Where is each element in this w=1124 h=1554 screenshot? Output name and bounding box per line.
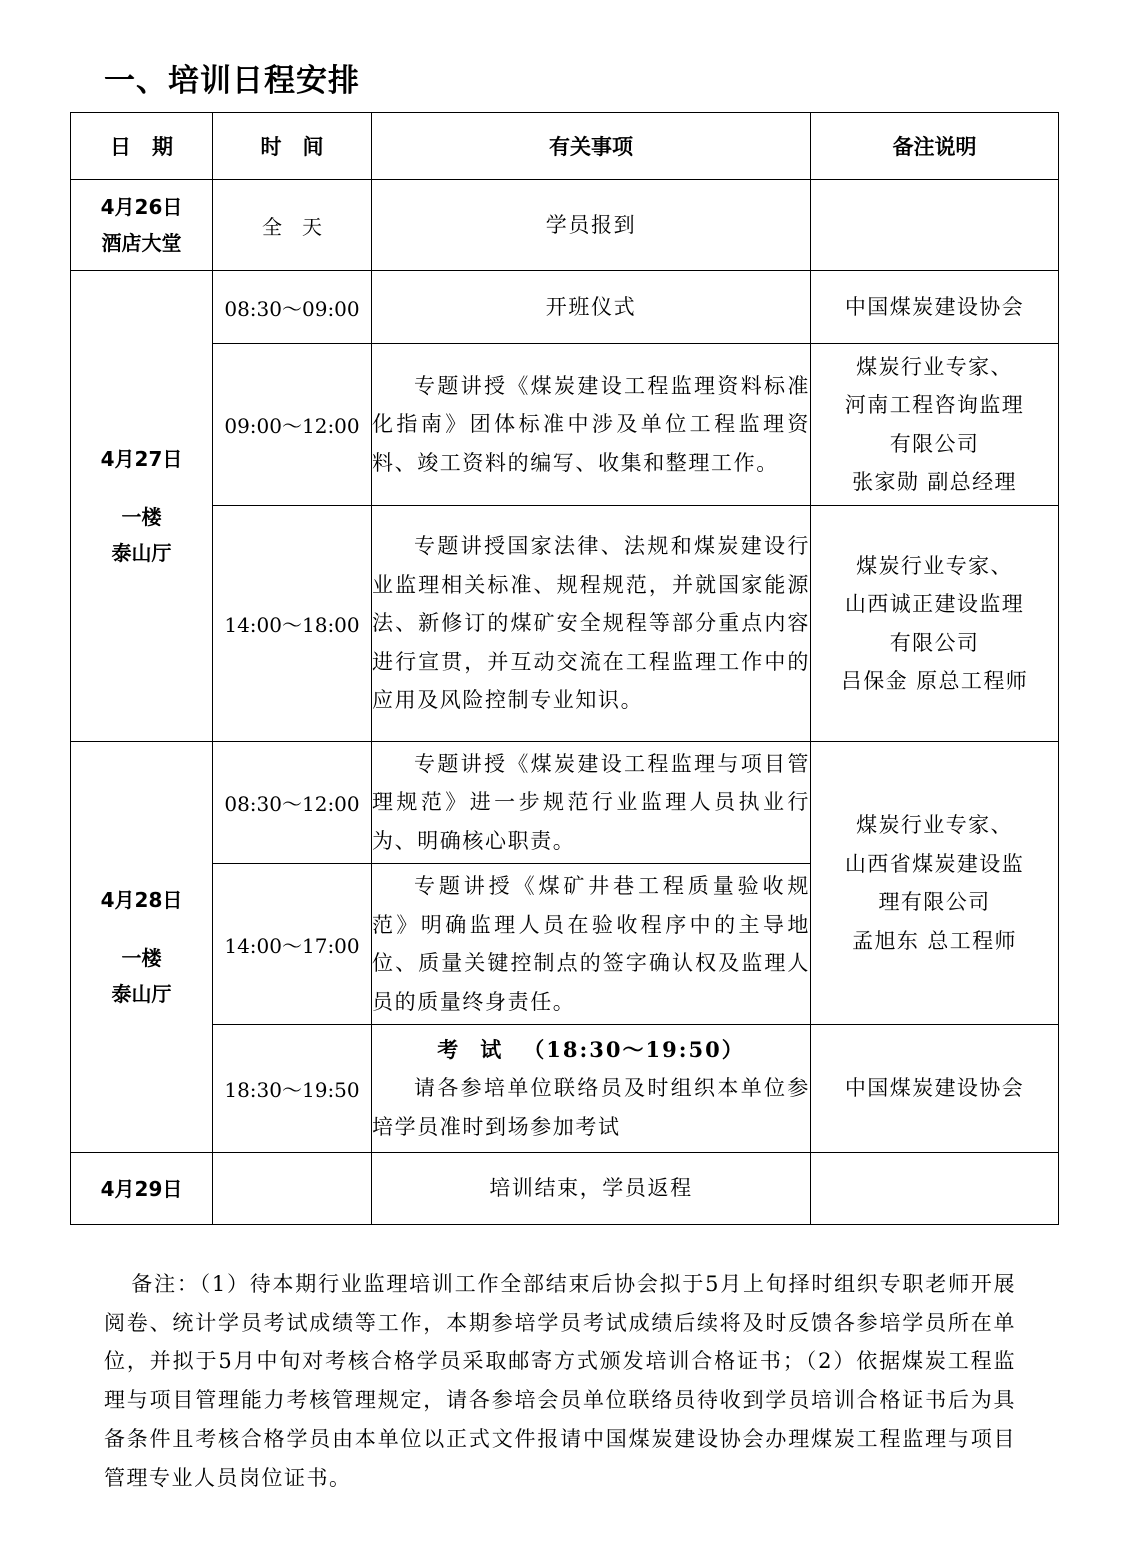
item-cell	[372, 344, 811, 506]
item-cell	[372, 742, 811, 864]
note-line: 煤炭行业专家、	[856, 553, 1013, 578]
place-text: 一楼	[121, 946, 162, 970]
note-cell	[811, 1153, 1059, 1225]
table-row	[71, 180, 1059, 271]
date-cell	[71, 271, 213, 742]
place-text: 一楼	[121, 505, 162, 529]
date-text: 4月27日	[100, 447, 183, 471]
note-line: 有限公司	[889, 630, 980, 655]
note-line: 理有限公司	[878, 890, 991, 914]
date-cell	[71, 742, 213, 1153]
item-cell	[372, 864, 811, 1025]
item-text: 专题讲授《煤炭建设工程监理与项目管理规范》进一步规范行业监理人员执业行为、明确核心职责。	[372, 751, 810, 853]
exam-heading	[372, 1031, 810, 1070]
header-date: 日 期	[71, 113, 213, 180]
note-line: 煤炭行业专家、	[856, 354, 1013, 379]
note-line: 山西诚正建设监理	[844, 592, 1025, 616]
remark-paragraph: 备注：（1）待本期行业监理培训工作全部结束后协会拟于5月上旬择时组织专职老师开展阅卷、统计学员考试成绩等工作，本期参培学员考试成绩后续将及时反馈各参培学员所在单位，并拟于5月中旬对考核合格学员采取邮寄方式颁发培训合格证书；（2）依据煤炭工程监理与项目管理能力考核管理规定，请各参培会员单位联络员待收到学员培训合格证书后为具备条件且考核合格学员由本单位以正式文件报请中国煤炭建设协会办理煤炭工程监理与项目管理专业人员岗位证书。	[104, 1272, 1016, 1490]
time-cell: 08:30～09:00	[213, 271, 372, 344]
item-cell: 培训结束，学员返程	[372, 1153, 811, 1225]
note-line: 孟旭东 总工程师	[852, 928, 1017, 953]
note-cell	[811, 180, 1059, 271]
place-text: 酒店大堂	[101, 231, 182, 255]
item-cell: 学员报到	[372, 180, 811, 271]
date-text: 4月26日	[100, 195, 183, 219]
table-row	[71, 344, 1059, 506]
note-cell	[811, 506, 1059, 742]
table-row	[71, 506, 1059, 742]
date-text: 4月28日	[100, 888, 183, 912]
note-line: 有限公司	[889, 431, 980, 456]
item-text: 请各参培单位联络员及时组织本单位参培学员准时到场参加考试	[372, 1076, 810, 1139]
time-cell: 08:30～12:00	[213, 742, 372, 864]
note-cell	[811, 742, 1059, 1025]
note-line: 河南工程咨询监理	[844, 393, 1025, 417]
date-cell	[71, 180, 213, 271]
note-line: 吕保金 原总工程师	[840, 669, 1029, 693]
item-text: 专题讲授《煤炭建设工程监理资料标准化指南》团体标准中涉及单位工程监理资料、竣工资料的编写、收集和整理工作。	[372, 373, 810, 475]
note-line: 张家勋 副总经理	[852, 470, 1017, 494]
time-cell: 09:00～12:00	[213, 344, 372, 506]
time-cell	[213, 1153, 372, 1225]
item-cell	[372, 1025, 811, 1153]
table-row	[71, 1025, 1059, 1153]
date-cell: 4月29日	[71, 1153, 213, 1225]
time-cell: 14:00～18:00	[213, 506, 372, 742]
table-row	[71, 271, 1059, 344]
item-cell: 开班仪式	[372, 271, 811, 344]
table-row	[71, 1153, 1059, 1225]
note-line: 山西省煤炭建设监	[844, 851, 1025, 876]
time-cell: 14:00～17:00	[213, 864, 372, 1025]
header-note: 备注说明	[811, 113, 1059, 180]
exam-title: 考试	[437, 1036, 524, 1062]
header-time: 时 间	[213, 113, 372, 180]
item-text: 专题讲授国家法律、法规和煤炭建设行业监理相关标准、规程规范，并就国家能源法、新修订的煤矿安全规程等部分重点内容进行宣贯，并互动交流在工程监理工作中的应用及风险控制专业知识。	[372, 534, 810, 713]
time-cell: 18:30～19:50	[213, 1025, 372, 1153]
place-text: 泰山厅	[111, 541, 172, 565]
note-line: 煤炭行业专家、	[856, 813, 1013, 837]
note-cell	[811, 344, 1059, 506]
exam-time: （18:30～19:50）	[523, 1036, 745, 1062]
schedule-table	[70, 112, 1059, 1225]
note-cell: 中国煤炭建设协会	[811, 271, 1059, 344]
page-title: 一、培训日程安排	[104, 63, 360, 99]
note-cell: 中国煤炭建设协会	[811, 1025, 1059, 1153]
table-header-row	[71, 113, 1059, 180]
table-row	[71, 742, 1059, 864]
place-text: 泰山厅	[111, 982, 172, 1006]
item-cell	[372, 506, 811, 742]
header-item: 有关事项	[372, 113, 811, 180]
item-text: 专题讲授《煤矿井巷工程质量验收规范》明确监理人员在验收程序中的主导地位、质量关键控制点的签字确认权及监理人员的质量终身责任。	[372, 874, 810, 1014]
time-cell: 全 天	[213, 180, 372, 271]
